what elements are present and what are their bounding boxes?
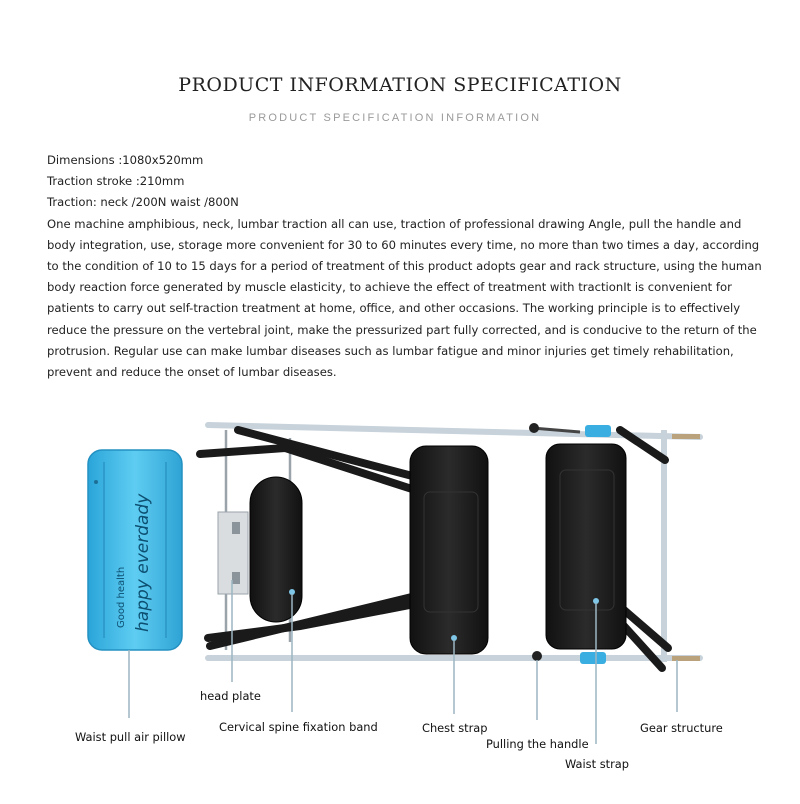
air-pillow	[88, 450, 182, 650]
spec-dimensions: Dimensions :1080x520mm	[47, 153, 204, 167]
head-plate	[218, 512, 248, 594]
cervical-pad	[250, 477, 302, 622]
page-subtitle: PRODUCT SPECIFICATION INFORMATION	[248, 112, 542, 124]
label-chest-strap: Chest strap	[422, 721, 488, 735]
waist-pad	[546, 444, 626, 649]
spec-section	[47, 150, 772, 383]
pillow-text-large: happy everdady	[133, 493, 153, 632]
label-gear-structure: Gear structure	[640, 721, 723, 735]
spec-description: One machine amphibious, neck, lumbar traction all can use, traction of professional drawing Angle, pull the handle and body integration, use, storage more convenient for 30 to 60 minutes every time, no more than two times a day, according to the condition of 10 to 15 days for a period of treatment of this product adopts gear and rack structure, using the human body reaction force generated by muscle elasticity, to achieve the effect of treatment with tractionIt is convenient for patients to carry out self-traction treatment at home, office, and other occasions. The working principle is to effectively reduce the pressure on the vertebral joint, make the pressurized part fully corrected, and is conducive to the return of the protrusion. Regular use can make lumbar diseases such as lumbar fatigue and minor injuries get timely rehabilitation, prevent and reduce the onset of lumbar diseases.	[47, 216, 762, 380]
label-head-plate: head plate	[200, 689, 261, 703]
page-title: PRODUCT INFORMATION SPECIFICATION	[178, 74, 622, 96]
spec-traction-stroke: Traction stroke :210mm	[47, 174, 185, 189]
spec-traction-force: Traction: neck /200N waist /800N	[47, 195, 239, 210]
pillow-text-small: Good health	[116, 566, 127, 628]
chest-pad	[410, 446, 488, 654]
label-pulling-handle: Pulling the handle	[486, 737, 589, 751]
label-waist-pillow: Waist pull air pillow	[75, 730, 186, 744]
label-waist-strap: Waist strap	[565, 757, 629, 771]
label-cervical-band: Cervical spine fixation band	[219, 720, 378, 734]
product-diagram	[0, 400, 800, 800]
